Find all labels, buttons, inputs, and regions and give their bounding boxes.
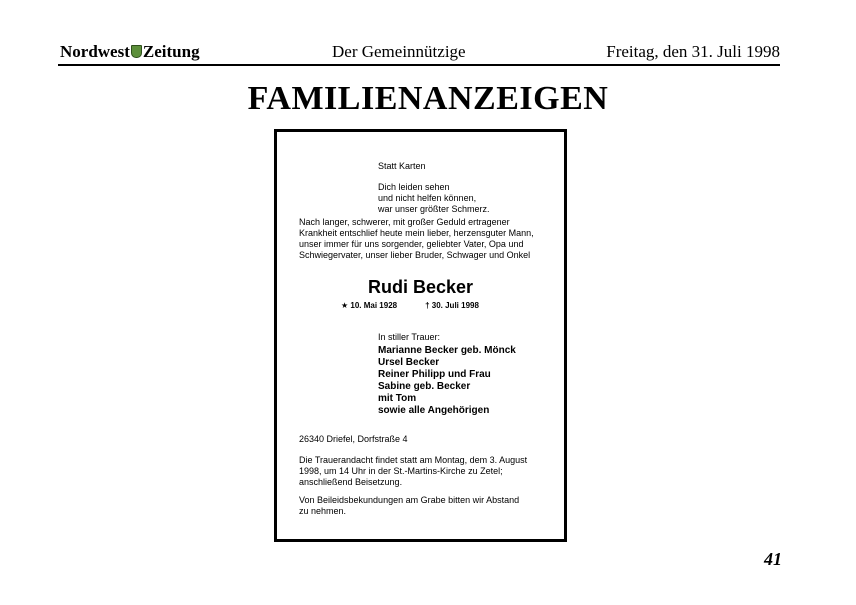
condolence-line: Von Beileidsbekundungen am Grabe bitten wir Abstand: [299, 495, 520, 505]
paragraph-line: Krankheit entschlief heute mein lieber, herzensguter Mann,: [299, 228, 534, 238]
address: 26340 Driefel, Dorfstraße 4: [299, 434, 408, 444]
poem-line: war unser größter Schmerz.: [378, 204, 490, 214]
obituary-notice: [274, 129, 567, 542]
newspaper-name-part1: Nordwest: [60, 42, 130, 61]
newspaper-name: [60, 42, 200, 62]
service-line: anschließend Beisetzung.: [299, 477, 403, 487]
deceased-name: Rudi Becker: [367, 277, 474, 297]
life-dates: [341, 301, 479, 310]
mourner: sowie alle Angehörigen: [378, 405, 490, 416]
poem-line: und nicht helfen können,: [378, 193, 477, 203]
condolence-line: zu nehmen.: [299, 506, 347, 516]
mourner: Reiner Philipp und Frau: [378, 369, 491, 380]
birth-date: ★ 10. Mai 1928: [341, 301, 398, 310]
mourner: Marianne Becker geb. Mönck: [378, 345, 516, 356]
paragraph-line: Schwiegervater, unser lieber Bruder, Schwager und Onkel: [299, 250, 531, 260]
mourner: Sabine geb. Becker: [378, 381, 471, 392]
announcement-paragraph: [299, 217, 545, 261]
mourning-intro: In stiller Trauer:: [378, 332, 441, 342]
section-name: Der Gemeinnützige: [332, 42, 466, 61]
intro-text: Statt Karten: [378, 161, 426, 171]
service-info: [299, 455, 545, 488]
service-line: Die Trauerandacht findet statt am Montag, dem 3. August: [299, 455, 528, 465]
poem: [378, 182, 490, 215]
paragraph-line: unser immer für uns sorgender, geliebter Vater, Opa und: [299, 239, 524, 249]
page-heading: FAMILIENANZEIGEN: [247, 80, 609, 117]
service-line: 1998, um 14 Uhr in der St.-Martins-Kirche zu Zetel;: [299, 466, 503, 476]
newspaper-header: [58, 42, 780, 66]
crest-icon: [131, 45, 142, 58]
newspaper-name-part2: Zeitung: [142, 42, 200, 61]
mourner: Ursel Becker: [378, 357, 440, 368]
condolence-note: [299, 495, 545, 517]
death-date: † 30. Juli 1998: [425, 301, 479, 310]
mourners-list: [378, 345, 516, 417]
mourner: mit Tom: [378, 393, 417, 404]
issue-date: Freitag, den 31. Juli 1998: [606, 42, 780, 61]
poem-line: Dich leiden sehen: [378, 182, 450, 192]
page-number: 41: [764, 549, 782, 569]
paragraph-line: Nach langer, schwerer, mit großer Geduld ertragener: [299, 217, 510, 227]
